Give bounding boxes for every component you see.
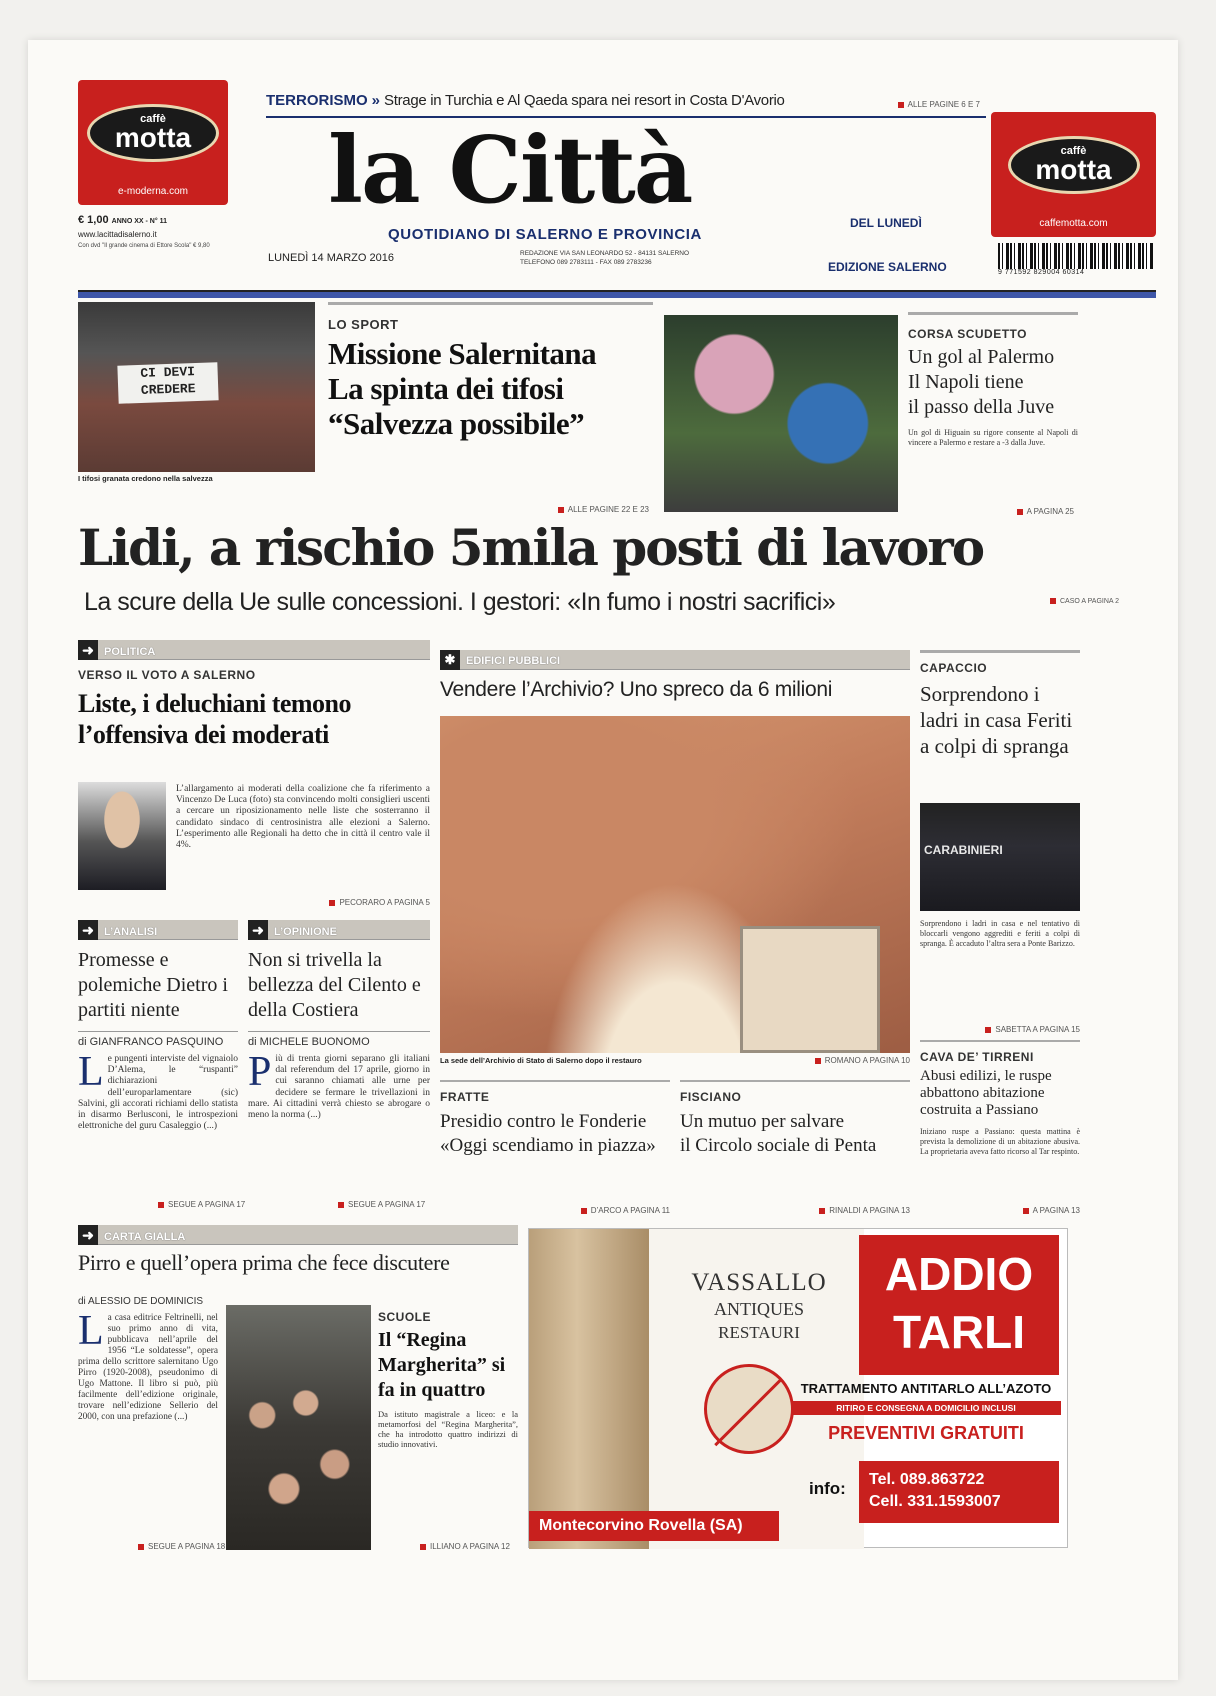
edizione: EDIZIONE SALERNO bbox=[828, 260, 947, 274]
redazione: REDAZIONE VIA SAN LEONARDO 52 - 84131 SALERNO bbox=[520, 250, 690, 257]
masthead-title: la Città bbox=[328, 116, 692, 224]
capaccio-ref: SABETTA A PAGINA 15 bbox=[985, 1025, 1080, 1034]
fan-banner: CI DEVI CREDERE bbox=[117, 362, 218, 403]
cartagialla-body: La casa editrice Feltrinelli, nel suo primo anno di vita, pubblicava nell’aprile del 1956 “Le soldatesse”, opera prima dello scrittore salernitano Ugo Pirro (1920-2008), pseudonimo di Ugo Mattone. Il libro si può, più facilmente dell’edizione originale, trovare nell’edizione Sellerio del 2000, con una prefazione (...) bbox=[78, 1308, 218, 1422]
analisi-byline: di GIANFRANCO PASQUINO bbox=[78, 1036, 224, 1048]
topline-ref: ALLE PAGINE 6 E 7 bbox=[898, 100, 980, 109]
newspaper-page bbox=[28, 40, 1178, 1680]
opinione-byline: di MICHELE BUONOMO bbox=[248, 1036, 370, 1048]
scuole-ref: ILLIANO A PAGINA 12 bbox=[420, 1542, 510, 1551]
fisciano-kicker: FISCIANO bbox=[680, 1090, 742, 1104]
advert-info-label: info: bbox=[809, 1479, 846, 1498]
sport-caption: I tifosi granata credono nella salvezza bbox=[78, 474, 213, 483]
cartagialla-ref: SEGUE A PAGINA 18 bbox=[138, 1542, 225, 1551]
opinione-body: Più di trenta giorni separano gli italiani dal referendum del 17 aprile, giorno in cui saranno chiamati alle urne per decidere se fermare le trivellazioni in mare. Ai cittadini verrà chiesto se abrogare o meno la norma (...) bbox=[248, 1049, 430, 1121]
masthead-rule bbox=[78, 290, 1156, 298]
advert-brand-sub: ANTIQUES bbox=[714, 1299, 804, 1319]
cartagialla-header[interactable] bbox=[78, 1225, 518, 1275]
advert-brand: VASSALLO bbox=[691, 1269, 827, 1296]
anno: ANNO XX - N° 11 bbox=[111, 218, 167, 225]
arrow-right-icon: ➜ bbox=[78, 920, 98, 940]
opinione-section-bar: ➜ L’OPINIONE bbox=[248, 920, 430, 940]
analisi-ref: SEGUE A PAGINA 17 bbox=[158, 1200, 245, 1209]
cava-headline: Abusi edilizi, le ruspe abbattono abitazione costruita a Passiano bbox=[920, 1068, 1052, 1118]
ad-url: e-moderna.com bbox=[117, 186, 189, 197]
motta-logo: caffè motta bbox=[87, 104, 219, 162]
capaccio-article[interactable] bbox=[920, 650, 1080, 1035]
lead-standfirst: La scure della Ue sulle concessioni. I gestori: «In fumo i nostri sacrifici» bbox=[84, 588, 836, 616]
topline-teaser[interactable] bbox=[266, 92, 986, 118]
politica-article[interactable] bbox=[78, 640, 430, 910]
politica-headline: Liste, i deluchiani temono l’offensiva dei moderati bbox=[78, 689, 352, 749]
scuole-body: Da istituto magistrale a liceo: e la metamorfosi del “Regina Margherita”, che ha introdotto quattro indirizzi di studio innovativi. bbox=[378, 1409, 518, 1449]
scudetto-ref: A PAGINA 25 bbox=[1017, 507, 1074, 516]
advert-line-2: RITIRO E CONSEGNA A DOMICILIO INCLUSI bbox=[791, 1401, 1061, 1415]
lead-ref: CASO A PAGINA 2 bbox=[1050, 598, 1119, 605]
asterisk-icon: ✱ bbox=[440, 650, 460, 670]
fratte-ref: D’ARCO A PAGINA 11 bbox=[581, 1206, 670, 1215]
fisciano-article[interactable] bbox=[680, 1080, 910, 1215]
archivio-photo[interactable] bbox=[440, 716, 910, 1053]
barcode-digits: 9 771592 829004 60314 bbox=[998, 269, 1085, 276]
dropcap: L bbox=[78, 1049, 104, 1095]
edifici-caption: La sede dell’Archivio di Stato di Salerno dopo il restauro bbox=[440, 1056, 642, 1065]
cartagialla-section-bar: ➜ CARTA GIALLA bbox=[78, 1225, 518, 1245]
ad-caffe-motta-left[interactable] bbox=[78, 80, 228, 205]
edifici-article[interactable] bbox=[440, 650, 910, 1070]
vassallo-advert[interactable] bbox=[528, 1228, 1068, 1548]
advert-tel: Tel. 089.863722 bbox=[869, 1471, 985, 1488]
edifici-ref: ROMANO A PAGINA 10 bbox=[815, 1056, 910, 1065]
edifici-section-bar: ✱ EDIFICI PUBBLICI bbox=[440, 650, 910, 670]
scudetto-kicker: CORSA SCUDETTO bbox=[908, 327, 1028, 341]
no-woodworm-icon bbox=[704, 1364, 794, 1454]
advert-location: Montecorvino Rovella (SA) bbox=[529, 1511, 779, 1541]
fisciano-headline: Un mutuo per salvare il Circolo sociale di Penta bbox=[680, 1111, 877, 1156]
topline-label: TERRORISMO bbox=[266, 92, 368, 109]
cava-ref: A PAGINA 13 bbox=[1023, 1206, 1080, 1215]
fisciano-ref: RINALDI A PAGINA 13 bbox=[819, 1206, 910, 1215]
napoli-palermo-photo[interactable] bbox=[664, 315, 898, 512]
archivio-door bbox=[740, 926, 880, 1053]
addio-tarli-box: ADDIO TARLI bbox=[859, 1235, 1059, 1375]
arrow-right-icon: ➜ bbox=[248, 920, 268, 940]
analisi-section-bar: ➜ L’ANALISI bbox=[78, 920, 238, 940]
dropcap: P bbox=[248, 1049, 272, 1095]
cartagialla-headline: Pirro e quell’opera prima che fece discutere bbox=[78, 1250, 450, 1275]
sport-headline: Missione Salernitana La spinta dei tifosi “Salvezza possibile” bbox=[328, 336, 597, 441]
price: € 1,00 bbox=[78, 214, 109, 226]
ad-url: caffemotta.com bbox=[1039, 218, 1108, 229]
capaccio-body: Sorprendono i ladri in casa e nel tentativo di bloccarli vengono aggrediti e feriti a colpi di spranga. È accaduto l’altra sera a Ponte Barizzo. bbox=[920, 919, 1080, 948]
arrow-right-icon: ➜ bbox=[78, 640, 98, 660]
advert-line-3: PREVENTIVI GRATUITI bbox=[828, 1423, 1024, 1443]
scudetto-article[interactable] bbox=[908, 312, 1078, 516]
fratte-article[interactable] bbox=[440, 1080, 670, 1215]
ad-caffe-motta-right[interactable] bbox=[991, 112, 1156, 237]
advert-cell: Cell. 331.1593007 bbox=[869, 1493, 1001, 1510]
de-luca-photo[interactable] bbox=[78, 782, 166, 890]
carabinieri-text: CARABINIERI bbox=[924, 843, 1003, 857]
masthead-subtitle: QUOTIDIANO DI SALERNO E PROVINCIA bbox=[388, 226, 702, 243]
sport-kicker: LO SPORT bbox=[328, 317, 399, 332]
politica-body: L’allargamento ai moderati della coalizione che fa riferimento a Vincenzo De Luca (foto) sta convincendo molti consiglieri uscenti a cercare un riposizionamento nelle liste che sosterranno il candidato sindaco di centrosinistra alle elezioni a Salerno. L’esperimento alle Regionali ha detto che in città il centro vale il 4%. bbox=[176, 784, 430, 851]
capaccio-headline: Sorprendono i ladri in casa Feriti a colpi di spranga bbox=[920, 682, 1073, 758]
advert-brand-sub2: RESTAURI bbox=[718, 1323, 800, 1342]
sport-photo[interactable] bbox=[78, 302, 315, 472]
wood-texture bbox=[529, 1229, 649, 1549]
cava-kicker: CAVA DE’ TIRRENI bbox=[920, 1050, 1034, 1064]
fratte-kicker: FRATTE bbox=[440, 1090, 490, 1104]
motta-logo: caffè motta bbox=[1008, 136, 1140, 194]
politica-ref: PECORARO A PAGINA 5 bbox=[329, 898, 430, 907]
telefono: TELEFONO 089 2783111 - FAX 089 2783236 bbox=[520, 259, 652, 266]
scuole-photo[interactable] bbox=[226, 1305, 371, 1550]
opinione-ref: SEGUE A PAGINA 17 bbox=[338, 1200, 425, 1209]
arrow-right-icon: ➜ bbox=[78, 1225, 98, 1245]
capaccio-kicker: CAPACCIO bbox=[920, 661, 988, 675]
scuole-kicker: SCUOLE bbox=[378, 1310, 432, 1324]
website[interactable]: www.lacittadisalerno.it bbox=[78, 230, 157, 239]
opinione-headline: Non si trivella la bellezza del Cilento e della Costiera bbox=[248, 949, 421, 1021]
del-lunedi: DEL LUNEDÌ bbox=[850, 216, 922, 230]
barcode bbox=[998, 243, 1153, 279]
politica-kicker: VERSO IL VOTO A SALERNO bbox=[78, 668, 256, 682]
cava-body: Iniziano ruspe a Passiano: questa mattina è prevista la demolizione di un abitazione abusiva. La proprietaria aveva fatto ricorso al Tar respinto. bbox=[920, 1127, 1080, 1156]
opinione-article[interactable] bbox=[248, 920, 430, 1210]
analisi-headline: Promesse e polemiche Dietro i partiti niente bbox=[78, 949, 228, 1021]
cartagialla-byline: di ALESSIO DE DOMINICIS bbox=[78, 1296, 204, 1307]
advert-contacts[interactable] bbox=[859, 1461, 1059, 1523]
edifici-headline: Vendere l’Archivio? Uno spreco da 6 milioni bbox=[440, 678, 833, 701]
advert-line-1: TRATTAMENTO ANTITARLO ALL’AZOTO bbox=[800, 1381, 1052, 1396]
lead-headline[interactable]: Lidi, a rischio 5mila posti di lavoro bbox=[78, 518, 984, 577]
scuole-headline: Il “Regina Margherita” si fa in quattro bbox=[378, 1329, 506, 1401]
date: LUNEDÌ 14 MARZO 2016 bbox=[268, 252, 394, 264]
sport-ref: ALLE PAGINE 22 E 23 bbox=[558, 505, 649, 514]
dvd-note: Con dvd "Il grande cinema di Ettore Scola" € 9,80 bbox=[78, 243, 210, 249]
scudetto-body: Un gol di Higuain su rigore consente al Napoli di vincere a Palermo e restare a -3 dalla Juve. bbox=[908, 428, 1078, 447]
topline-text: Strage in Turchia e Al Qaeda spara nei resort in Costa D'Avorio bbox=[384, 92, 785, 109]
scudetto-headline: Un gol al Palermo Il Napoli tiene il passo della Juve bbox=[908, 346, 1055, 418]
dropcap: L bbox=[78, 1308, 104, 1354]
analisi-body: Le pungenti interviste del vignaiolo D’Alema, le “ruspanti” dichiarazioni dell’europarlamentare (sic) Salvini, gli accorati richiami dello statista in disarmo Berlusconi, le introspezioni elettroniche del guru Casaleggio (...) bbox=[78, 1049, 238, 1132]
cartagialla-article[interactable] bbox=[78, 1296, 218, 1546]
cava-article[interactable] bbox=[920, 1040, 1080, 1215]
price-block bbox=[78, 214, 248, 226]
fratte-headline: Presidio contro le Fonderie «Oggi scendiamo in piazza» bbox=[440, 1111, 656, 1156]
politica-section-bar: ➜ POLITICA bbox=[78, 640, 430, 660]
sport-article[interactable] bbox=[328, 302, 653, 516]
analisi-article[interactable] bbox=[78, 920, 238, 1210]
carabinieri-photo[interactable] bbox=[920, 803, 1080, 911]
scuole-article[interactable] bbox=[378, 1310, 518, 1550]
topline-arrow: » bbox=[371, 92, 381, 109]
